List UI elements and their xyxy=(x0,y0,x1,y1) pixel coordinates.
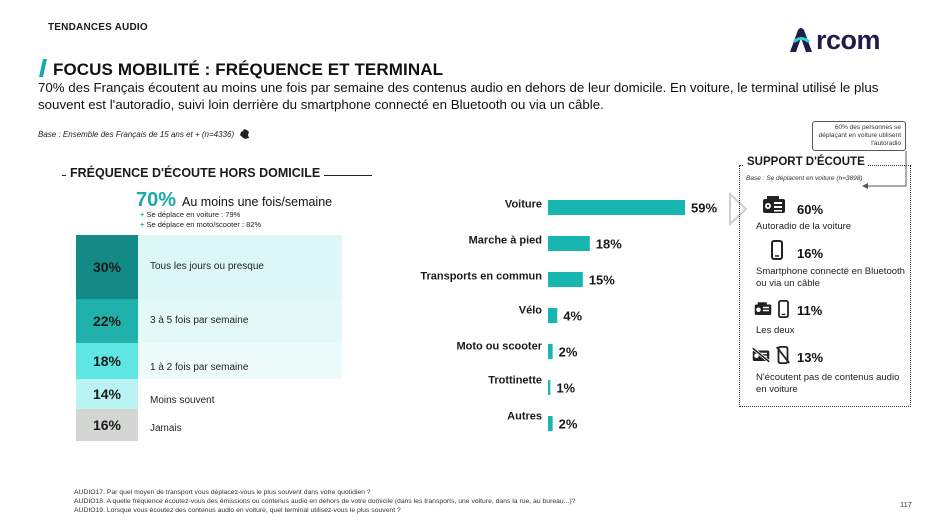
frequency-heading: FRÉQUENCE D'ÉCOUTE HORS DOMICILE xyxy=(66,166,324,180)
support-desc: Autoradio de la voiture xyxy=(756,221,852,232)
transport-bar-chart xyxy=(380,190,725,440)
support-icons xyxy=(752,346,790,364)
frequency-sub-text: Se déplace en voiture : 79% xyxy=(146,210,241,219)
bar xyxy=(548,308,557,323)
bar-value-label: 59% xyxy=(691,200,718,216)
support-pct: 13% xyxy=(797,350,824,365)
bar-category-label: Trottinette xyxy=(488,374,542,387)
callout-note: 60% des personnes se déplaçant en voiture utilisent l'autoradio xyxy=(812,121,906,151)
support-desc: N'écoutent pas de contenus audio en voiture xyxy=(756,372,900,395)
base-note xyxy=(38,129,250,139)
smartphone-crossed-icon xyxy=(776,346,790,364)
frequency-row-pct: 14% xyxy=(76,379,138,409)
accent-slash-icon xyxy=(39,59,47,77)
footnote: AUDIO18. A quelle fréquence écoutez-vous des émissions ou contenus audio en dehors de votre domicile (dans les transports, une voiture, dans la rue, au bureau...)? xyxy=(74,498,576,505)
frequency-row-label: Jamais xyxy=(150,423,182,434)
base-note-text: Base : Ensemble des Français de 15 ans et + (n=4336) xyxy=(38,129,235,139)
bar-value-label: 2% xyxy=(558,344,578,360)
arcom-logo-mark-icon xyxy=(787,26,815,54)
footnotes xyxy=(74,488,894,521)
frequency-breakdown xyxy=(76,235,342,441)
bar-category-label: Voiture xyxy=(504,198,542,211)
bar xyxy=(548,272,583,287)
support-pct: 60% xyxy=(797,202,824,217)
footnote: AUDIO17. Par quel moyen de transport vous déplacez-vous le plus souvent dans votre quotidien ? xyxy=(74,489,371,496)
frequency-row-label: 3 à 5 fois par semaine xyxy=(150,315,249,326)
france-map-icon xyxy=(240,129,250,139)
smartphone-icon xyxy=(771,240,783,260)
bar-category-label: Autres xyxy=(507,410,542,423)
frequency-sub-line xyxy=(140,210,240,219)
bar xyxy=(548,380,550,395)
section-tag: TENDANCES AUDIO xyxy=(48,22,148,33)
bar xyxy=(548,200,685,215)
frequency-row-label: Tous les jours ou presque xyxy=(150,261,264,272)
smartphone-icon xyxy=(778,300,789,318)
page-title: FOCUS MOBILITÉ : FRÉQUENCE ET TERMINAL xyxy=(53,60,444,79)
frequency-row-pct: 18% xyxy=(76,343,138,379)
frequency-row-pct: 30% xyxy=(76,235,138,299)
logo-text: rcom xyxy=(816,24,881,55)
bar xyxy=(548,416,553,431)
frequency-row-pct: 22% xyxy=(76,299,138,343)
support-base: Base : Se déplacent en voiture (n=3898) xyxy=(746,175,863,182)
frequency-sub-line xyxy=(140,220,261,229)
support-icons xyxy=(754,300,789,318)
frequency-row-label: Moins souvent xyxy=(150,395,215,406)
support-icons xyxy=(771,240,783,260)
bar-value-label: 4% xyxy=(563,308,583,324)
footnote: AUDIO19. Lorsque vous écoutez des contenus audio en voiture, quel terminal utilisez-vous le plus souvent ? xyxy=(74,507,401,514)
bar-category-label: Transports en commun xyxy=(420,270,542,283)
bar-category-label: Moto ou scooter xyxy=(456,340,542,353)
frequency-row-pct: 16% xyxy=(76,409,138,441)
frequency-row xyxy=(76,299,342,343)
frequency-row xyxy=(76,343,342,379)
frequency-row xyxy=(76,235,342,299)
frequency-total xyxy=(136,189,332,212)
page-intro: 70% des Français écoutent au moins une fois par semaine des contenus audio en dehors de leur domicile. En voiture, le terminal utilisé le plus souvent est l'autoradio, suivi loin derrière du smartphone connecté en Bluetooth ou via un câble. xyxy=(38,80,879,112)
frequency-sub-text: Se déplace en moto/scooter : 82% xyxy=(146,220,262,229)
support-heading: SUPPORT D'ÉCOUTE xyxy=(744,156,868,168)
bar-category-label: Marche à pied xyxy=(468,234,542,247)
bar-value-label: 15% xyxy=(588,272,615,288)
plus-sign: + xyxy=(140,220,145,229)
bar-value-label: 1% xyxy=(556,380,576,396)
frequency-total-pct: 70% xyxy=(136,189,177,211)
car-radio-icon xyxy=(762,196,786,214)
frequency-row-bg xyxy=(138,343,342,379)
frequency-row xyxy=(76,379,342,409)
support-pct: 11% xyxy=(797,303,823,318)
arcom-logo xyxy=(787,24,880,56)
car-radio-crossed-icon xyxy=(752,347,770,363)
frequency-row-label: 1 à 2 fois par semaine xyxy=(150,362,249,373)
support-pct: 16% xyxy=(797,246,824,261)
bar-value-label: 2% xyxy=(558,416,578,432)
frequency-row xyxy=(76,409,342,441)
plus-sign: + xyxy=(140,210,145,219)
bar xyxy=(548,236,590,251)
bar-value-label: 18% xyxy=(595,236,622,252)
support-icons xyxy=(762,196,786,214)
frequency-total-label: Au moins une fois/semaine xyxy=(182,195,333,209)
bar xyxy=(548,344,553,359)
support-desc: Smartphone connecté en Bluetooth ou via un câble xyxy=(756,266,905,289)
car-radio-icon xyxy=(754,302,772,316)
page-number: 117 xyxy=(900,500,912,509)
bar-category-label: Vélo xyxy=(518,304,542,317)
support-desc: Les deux xyxy=(756,325,795,336)
